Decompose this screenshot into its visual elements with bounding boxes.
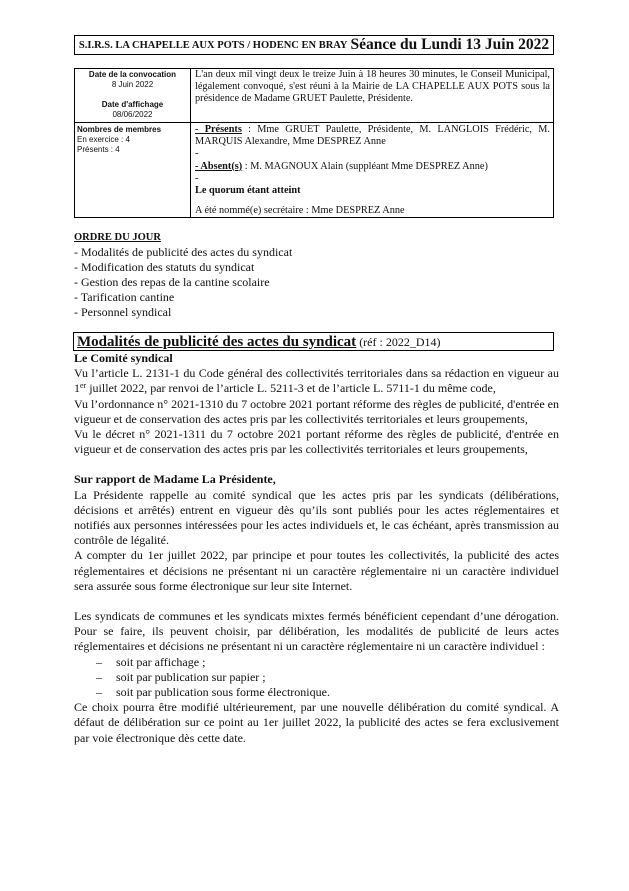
agenda-item: - Tarification cantine	[74, 289, 175, 304]
info-table	[74, 68, 554, 218]
vu-paragraph	[74, 366, 559, 396]
section-header	[73, 332, 554, 351]
paragraph: Les syndicats de communes et les syndicats mixtes fermés bénéficient cependant d’une dérogation. Pour se faire, ils peuvent choisir, par délibération, les modalités de publicité de leurs actes réglementaires et décisions ne présentant ni un caractère réglementaire ni un caractère individuel :	[74, 609, 559, 654]
body-subtitle: Le Comité syndical	[74, 351, 173, 365]
vu-text-a: Vu l’article L. 2131-1 du Code général des collectivités territoriales dans sa rédaction en vigueur au 1	[74, 366, 559, 396]
agenda-list	[74, 245, 292, 320]
option-dash: –	[96, 654, 102, 669]
absents-names: : M. MAGNOUX Alain (suppléant Mme DESPREZ Anne)	[242, 160, 488, 172]
convocation-label: Date de la convocation	[88, 70, 177, 79]
vu-paragraph: Vu l’ordonnance n° 2021-1310 du 7 octobre 2021 portant réforme des règles de publicité, d'entrée en vigueur et de conservation des actes pris par les collectivités territoriales et leurs groupements,	[74, 396, 559, 426]
session-date: Séance du Lundi 13 Juin 2022	[350, 36, 550, 53]
session-header	[74, 35, 554, 55]
dash-line-2: -	[195, 172, 199, 184]
dates-cell	[75, 69, 191, 123]
option-dash: –	[96, 669, 102, 684]
affichage-label: Date d'affichage	[101, 100, 164, 109]
attendance-cell	[191, 123, 554, 218]
section-reference: (réf : 2022_D14)	[356, 335, 441, 349]
ordre-du-jour-title: ORDRE DU JOUR	[74, 232, 161, 243]
dash-line: -	[195, 148, 199, 160]
members-presents: Présents : 4	[77, 145, 120, 154]
members-cell	[75, 123, 191, 218]
paragraph: Ce choix pourra être modifié ultérieurement, par une nouvelle délibération du comité syndical. A défaut de délibération sur ce point au 1er juillet 2022, la publicité des actes se fera exclusivement par voie électronique dès cette date.	[74, 700, 559, 745]
option-item	[74, 655, 559, 670]
superscript-er: er	[80, 381, 87, 391]
members-label: Nombres de membres	[77, 125, 162, 134]
members-exercice: En exercice : 4	[77, 135, 130, 144]
convocation-date: 8 Juin 2022	[111, 80, 154, 89]
option-text: soit par publication sous forme électronique.	[116, 685, 330, 700]
option-text: soit par affichage ;	[116, 654, 206, 669]
opening-text: L'an deux mil vingt deux le treize Juin à 18 heures 30 minutes, le Conseil Municipal, légalement convoqué, s'est réuni à la Mairie de LA CHAPELLE AUX POTS sous la présidence de Madame GRUET Paulette, Présidente.	[191, 69, 554, 123]
agenda-item: - Modalités de publicité des actes du syndicat	[74, 245, 293, 259]
agenda-item: - Personnel syndical	[74, 304, 172, 319]
quorum-text: Le quorum étant atteint	[195, 185, 301, 197]
option-dash: –	[96, 685, 102, 700]
presents-line	[195, 124, 550, 148]
vu-text-b: juillet 2022, par renvoi de l’article L. 5211-3 et de l’article L. 5711-1 du même code,	[86, 381, 496, 396]
absents-line	[195, 161, 550, 173]
paragraph: La Présidente rappelle au comité syndical que les actes pris par les syndicats (délibérations, décisions et arrêtés) entrent en vigueur dès qu’ils sont publiés pour les actes réglementaires et notifiés aux personnes intéressées pour les actes individuels et, le cas échéant, après transmission au contrôle de légalité.	[74, 487, 559, 548]
secretaire-text: A été nommé(e) secrétaire : Mme DESPREZ Anne	[195, 205, 405, 217]
option-item	[74, 670, 559, 685]
vu-paragraph: Vu le décret n° 2021-1311 du 7 octobre 2021 portant réforme des règles de publicité, d'entrée en vigueur et de conservation des actes pris par les collectivités territoriales et leurs groupements,	[74, 427, 559, 457]
option-item	[74, 685, 559, 700]
paragraph: A compter du 1er juillet 2022, par principe et pour toutes les collectivités, la publicité des actes réglementaires et décisions ne présentant ni un caractère réglementaire ni un caractère individuel sera assurée sous forme électronique sur leur site Internet.	[74, 548, 559, 593]
section-title: Modalités de publicité des actes du syndicat	[77, 334, 357, 350]
absents-label: - Absent(s)	[195, 160, 243, 172]
presents-names: : Mme GRUET Paulette, Présidente, M. LANGLOIS Frédéric, M. MARQUIS Alexandre, Mme DESPREZ Anne	[195, 124, 550, 148]
organisation-name: S.I.R.S. LA CHAPELLE AUX POTS / HODENC EN BRAY	[78, 39, 348, 51]
agenda-item: - Gestion des repas de la cantine scolaire	[74, 274, 270, 289]
deliberation-body	[74, 351, 559, 746]
agenda-item: - Modification des statuts du syndicat	[74, 259, 255, 274]
presents-label: - Présents	[195, 124, 242, 135]
rapport-heading: Sur rapport de Madame La Présidente,	[74, 472, 276, 487]
affichage-date: 08/06/2022	[112, 110, 153, 119]
option-text: soit par publication sur papier ;	[116, 669, 266, 684]
